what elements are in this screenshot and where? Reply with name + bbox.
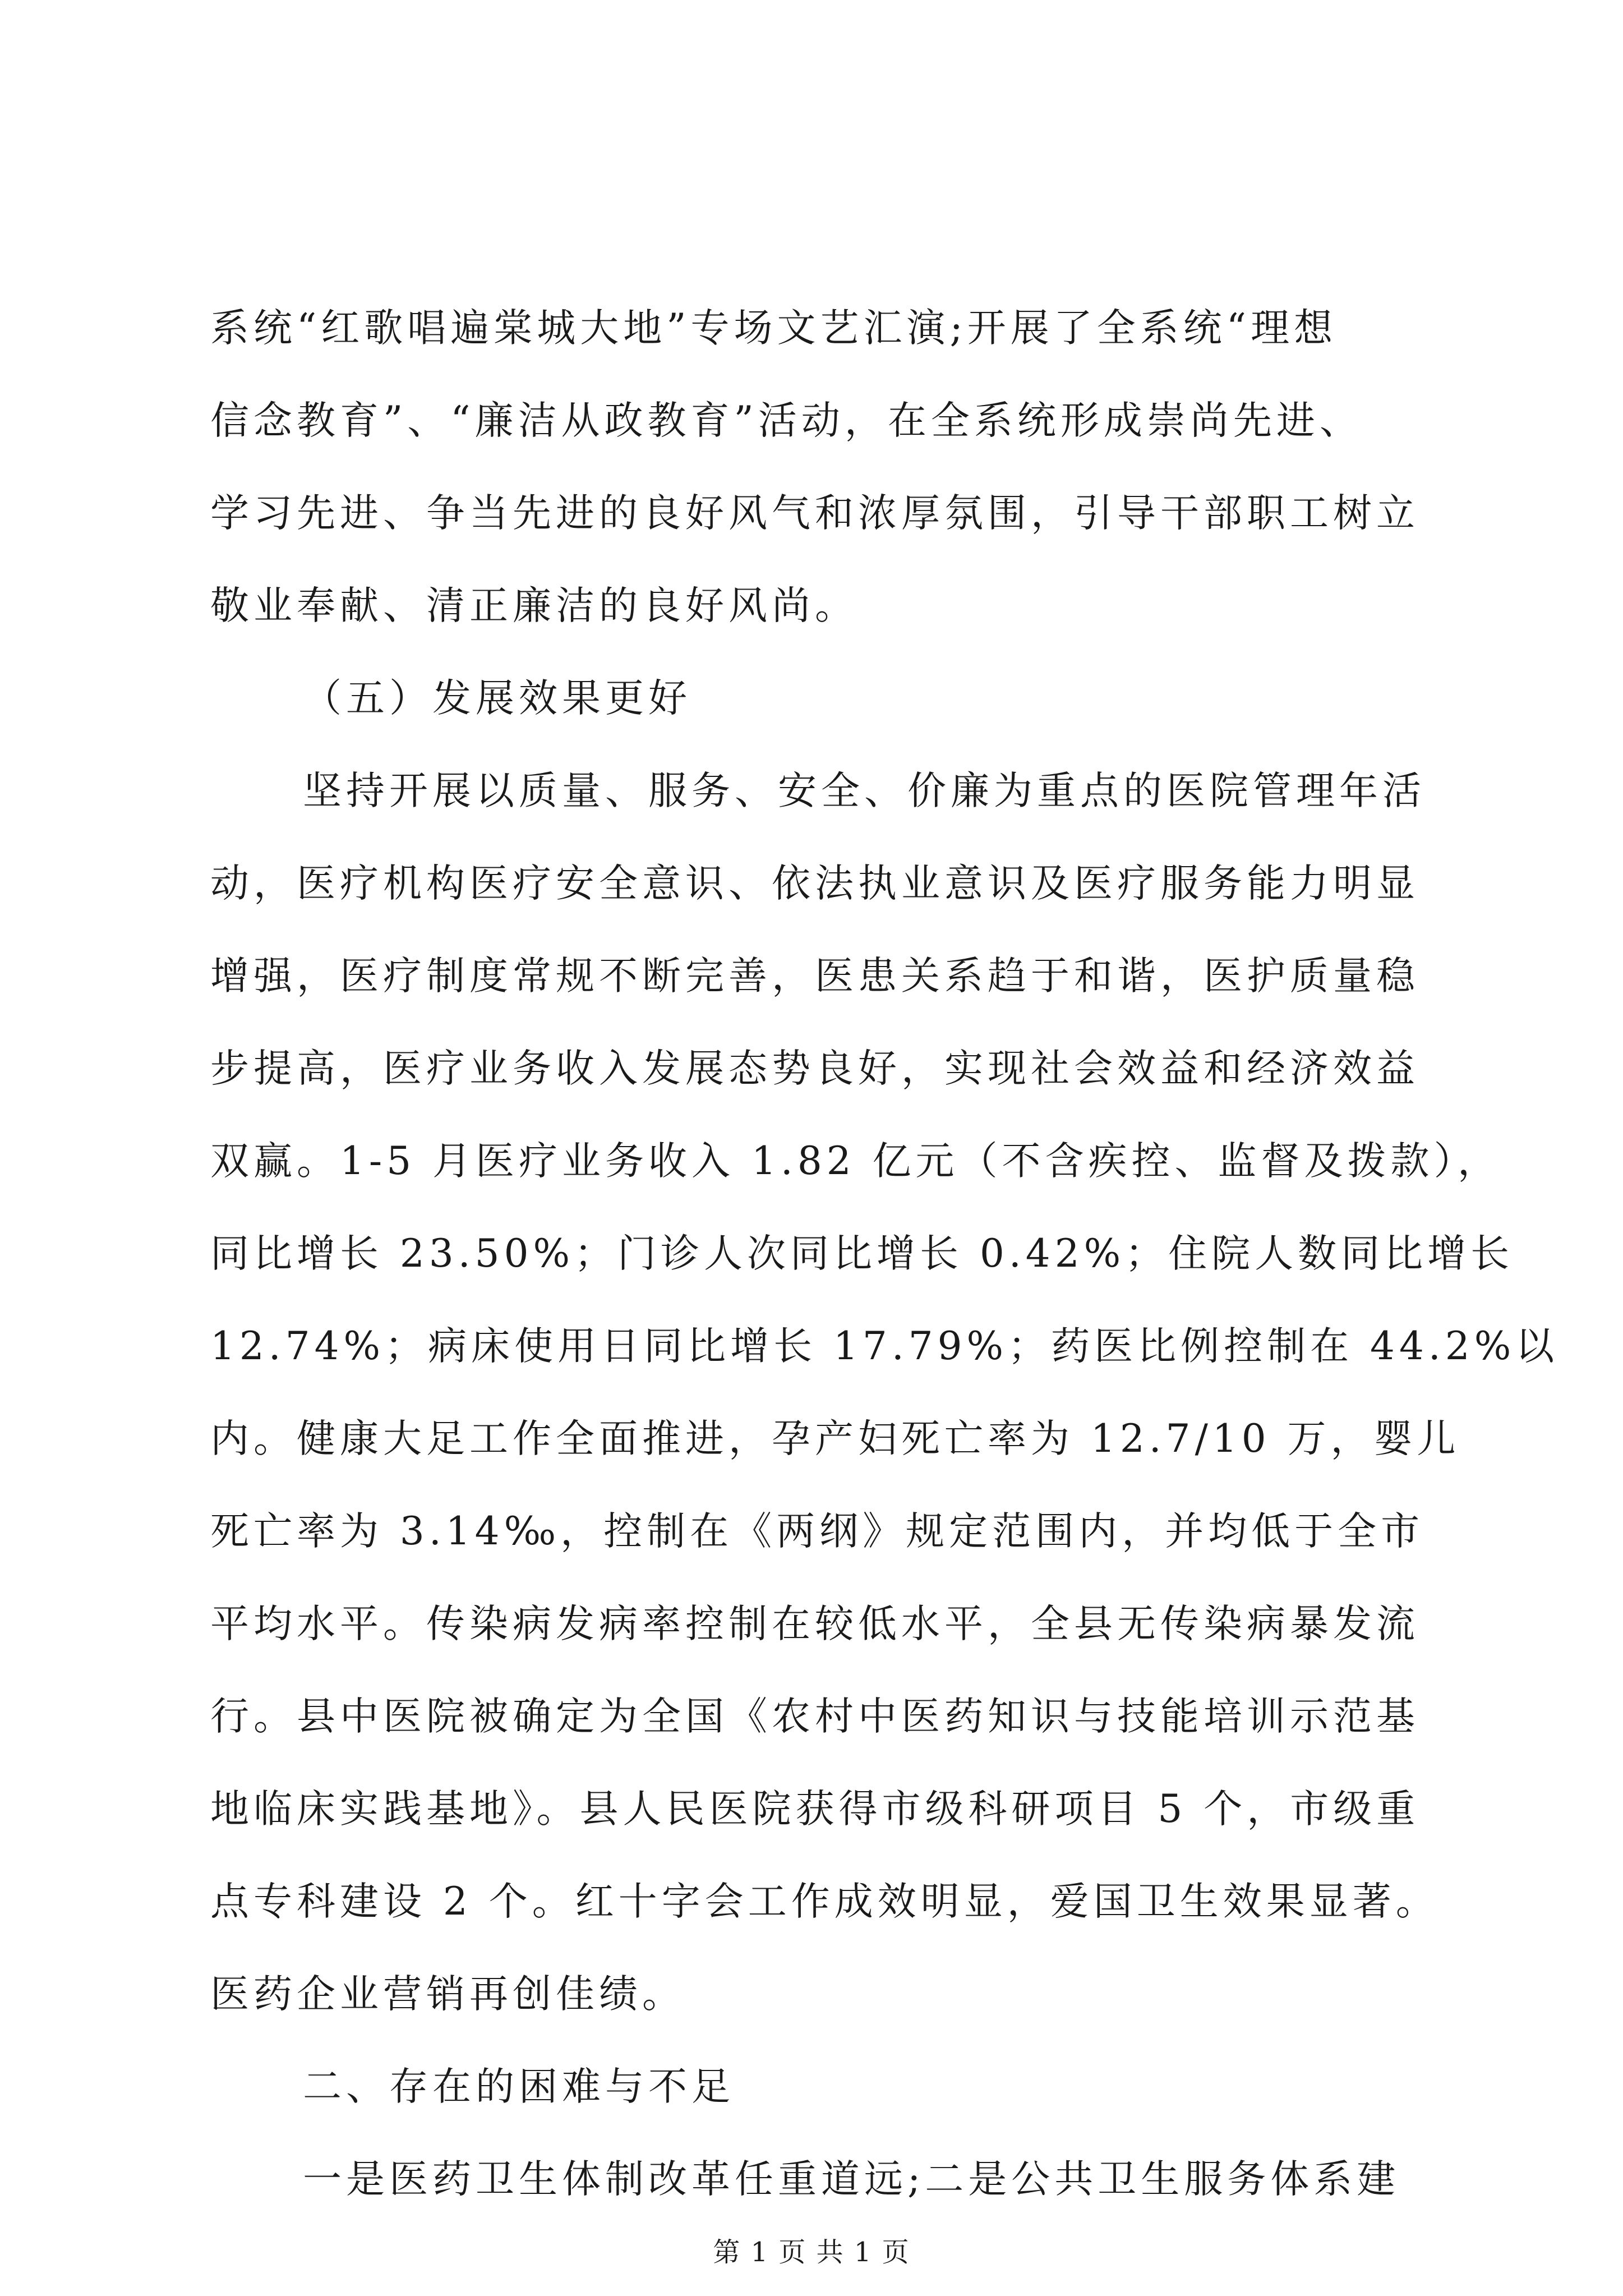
body-line-21: 一是医药卫生体制改革任重道远;二是公共卫生服务体系建	[303, 2157, 1400, 2202]
body-line-19: 医药企业营销再创佳绩。	[210, 1972, 685, 2017]
body-line-14: 死亡率为 3.14‰，控制在《两纲》规定范围内，并均低于全市	[210, 1509, 1424, 1554]
body-line-16: 行。县中医院被确定为全国《农村中医药知识与技能培训示范基	[210, 1694, 1419, 1739]
body-line-2: 信念教育”、“廉洁从政教育”活动，在全系统形成崇尚先进、	[210, 398, 1363, 443]
body-line-7: 动，医疗机构医疗安全意识、依法执业意识及医疗服务能力明显	[210, 861, 1419, 906]
body-line-13: 内。健康大足工作全面推进，孕产妇死亡率为 12.7/10 万，婴儿	[210, 1416, 1460, 1461]
page-number-footer: 第 1 页 共 1 页	[713, 2237, 910, 2268]
body-line-15: 平均水平。传染病发病率控制在较低水平，全县无传染病暴发流	[210, 1602, 1419, 1646]
body-line-17: 地临床实践基地》。县人民医院获得市级科研项目 5 个，市级重	[210, 1787, 1420, 1832]
body-line-12: 12.74%；病床使用日同比增长 17.79%；药医比例控制在 44.2%以	[210, 1324, 1559, 1369]
body-line-10: 双赢。1-5 月医疗业务收入 1.82 亿元（不含疾控、监督及拨款），	[210, 1139, 1501, 1184]
body-line-6: 坚持开展以质量、服务、安全、价廉为重点的医院管理年活	[303, 769, 1426, 813]
body-line-9: 步提高，医疗业务收入发展态势良好，实现社会效益和经济效益	[210, 1046, 1419, 1091]
body-line-11: 同比增长 23.50%；门诊人次同比增长 0.42%；住院人数同比增长	[210, 1231, 1514, 1276]
section-heading-5: （五）发展效果更好	[303, 676, 691, 721]
body-line-3: 学习先进、争当先进的良好风气和浓厚氛围，引导干部职工树立	[210, 491, 1419, 536]
body-line-4: 敬业奉献、清正廉洁的良好风尚。	[210, 583, 858, 628]
body-line-18: 点专科建设 2 个。红十字会工作成效明显，爱国卫生效果显著。	[210, 1879, 1439, 1924]
body-line-8: 增强，医疗制度常规不断完善，医患关系趋于和谐，医护质量稳	[210, 954, 1419, 999]
body-line-1: 系统“红歌唱遍棠城大地”专场文艺汇演;开展了全系统“理想	[210, 306, 1338, 351]
section-heading-20: 二、存在的困难与不足	[303, 2064, 735, 2109]
